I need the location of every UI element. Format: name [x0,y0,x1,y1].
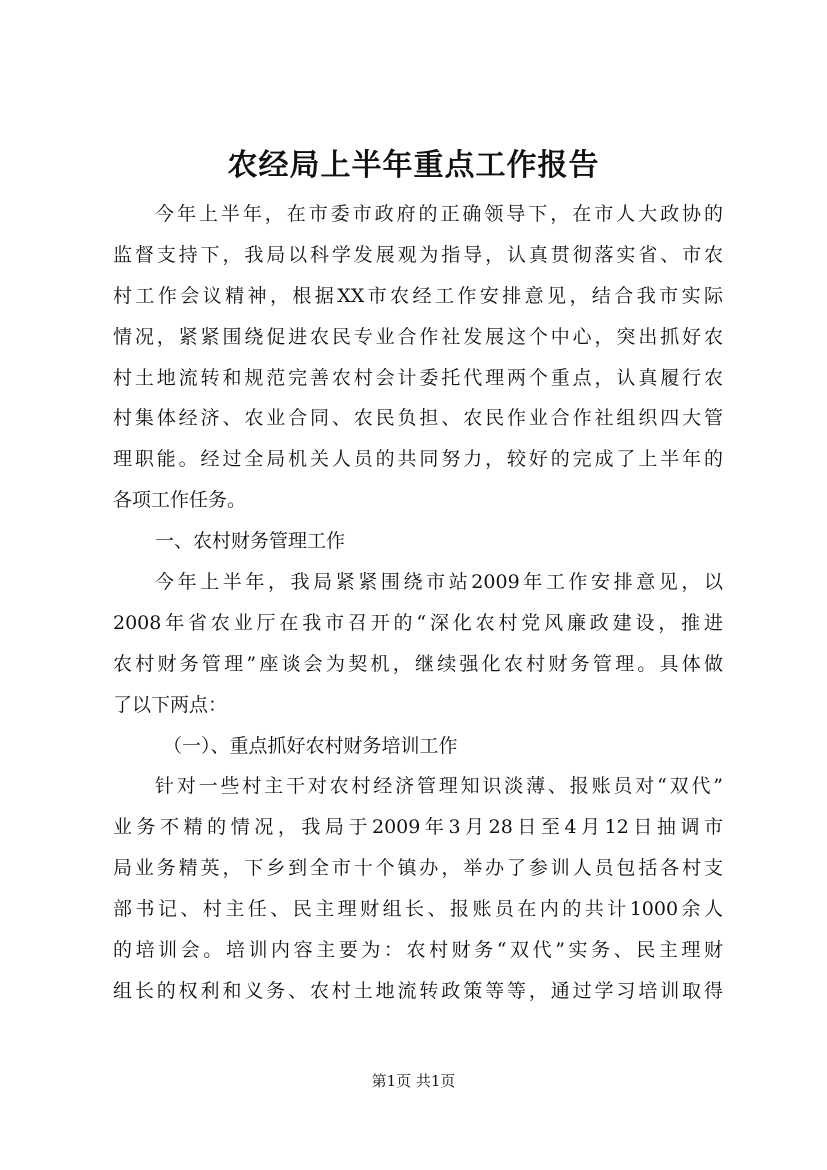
paragraph-line: 农村财务管理”座谈会为契机，继续强化农村财务管理。具体做 [113,652,723,675]
section-heading: 一、农村财务管理工作 [155,530,346,553]
paragraph-line: 2008年省农业厅在我市召开的“深化农村党风廉政建设，推进 [113,611,723,634]
paragraph-line: 情况，紧紧围绕促进农民专业合作社发展这个中心，突出抓好农 [113,325,723,348]
paragraph-line: 理职能。经过全局机关人员的共同努力，较好的完成了上半年的 [113,448,723,471]
document-body [113,194,723,1012]
document-title: 农经局上半年重点工作报告 [227,148,600,183]
paragraph-line: 村土地流转和规范完善农村会计委托代理两个重点，认真履行农 [113,366,723,389]
paragraph-line: 各项工作任务。 [113,489,247,512]
paragraph-line: 了以下两点： [113,693,228,716]
paragraph-line: 今年上半年，在市委市政府的正确领导下，在市人大政协的 [155,203,723,225]
paragraph-line: 监督支持下，我局以科学发展观为指导，认真贯彻落实省、市农 [113,243,723,266]
paragraph-line: 今年上半年，我局紧紧围绕市站2009年工作安排意见，以 [155,571,723,594]
paragraph-line: 组长的权利和义务、农村土地流转政策等等，通过学习培训取得 [113,979,723,1002]
paragraph-line: 村集体经济、农业合同、农民负担、农民作业合作社组织四大管 [113,407,723,430]
page-number-footer: 第1页 共1页 [371,1072,456,1090]
paragraph-line: 部书记、村主任、民主理财组长、报账员在内的共计1000余人 [113,898,723,921]
paragraph-line: 局业务精英，下乡到全市十个镇办，举办了参训人员包括各村支 [113,857,723,880]
paragraph-line: 村工作会议精神，根据XX市农经工作安排意见，结合我市实际 [113,284,723,307]
paragraph-line: 针对一些村主干对农村经济管理知识淡薄、报账员对“双代” [155,775,723,798]
paragraph-line: 业务不精的情况，我局于2009年3月28日至4月12日抽调市 [113,816,723,839]
subsection-heading: （一）、重点抓好农村财务培训工作 [163,734,458,757]
paragraph-line: 的培训会。培训内容主要为：农村财务“双代”实务、民主理财 [113,939,723,962]
